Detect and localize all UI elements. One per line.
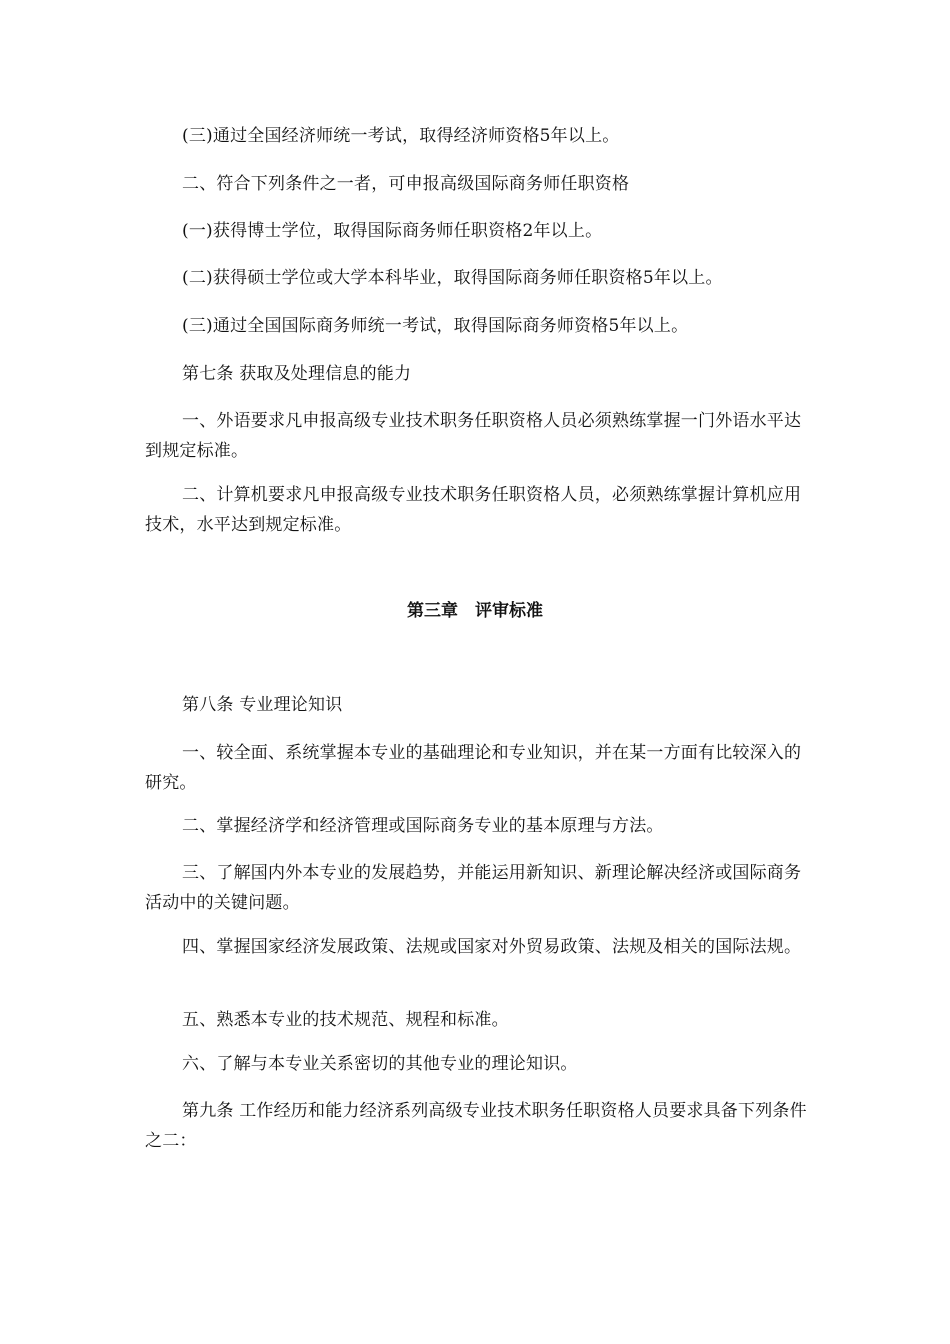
paragraph-policies-regulations: 四、掌握国家经济发展政策、法规或国家对外贸易政策、法规及相关的国际法规。 bbox=[182, 937, 802, 957]
paragraph-technical-standards: 五、熟悉本专业的技术规范、规程和标准。 bbox=[182, 1010, 509, 1030]
paragraph-foreign-language: 一、外语要求凡申报高级专业技术职务任职资格人员必须熟练掌握一门外语水平达到规定标准。 bbox=[145, 411, 802, 461]
paragraph-senior-intl-business-conditions: 二、符合下列条件之一者，可申报高级国际商务师任职资格 bbox=[182, 174, 630, 194]
paragraph-theory-knowledge: 一、较全面、系统掌握本专业的基础理论和专业知识，并在某一方面有比较深入的研究。 bbox=[145, 743, 802, 793]
paragraph-intl-business-exam: (三)通过全国国际商务师统一考试，取得国际商务师资格5年以上。 bbox=[182, 316, 689, 336]
paragraph-masters-bachelor: (二)获得硕士学位或大学本科毕业，取得国际商务师任职资格5年以上。 bbox=[182, 268, 723, 288]
paragraph-development-trends: 三、了解国内外本专业的发展趋势，并能运用新知识、新理论解决经济或国际商务活动中的关键问题。 bbox=[145, 863, 802, 913]
article-nine-paragraph: 第九条 工作经历和能力经济系列高级专业技术职务任职资格人员要求具备下列条件之二： bbox=[145, 1101, 807, 1151]
paragraph-related-fields: 六、了解与本专业关系密切的其他专业的理论知识。 bbox=[182, 1054, 578, 1074]
paragraph-computer-skills: 二、计算机要求凡申报高级专业技术职务任职资格人员，必须熟练掌握计算机应用技术，水平达到规定标准。 bbox=[145, 485, 802, 535]
article-seven-heading: 第七条 获取及处理信息的能力 bbox=[182, 364, 412, 384]
article-eight-heading: 第八条 专业理论知识 bbox=[182, 695, 343, 715]
paragraph-economist-exam: (三)通过全国经济师统一考试，取得经济师资格5年以上。 bbox=[182, 126, 620, 146]
chapter-title: 第三章 评审标准 bbox=[407, 601, 543, 621]
paragraph-doctorate: (一)获得博士学位，取得国际商务师任职资格2年以上。 bbox=[182, 221, 603, 241]
paragraph-principles-methods: 二、掌握经济学和经济管理或国际商务专业的基本原理与方法。 bbox=[182, 816, 664, 836]
